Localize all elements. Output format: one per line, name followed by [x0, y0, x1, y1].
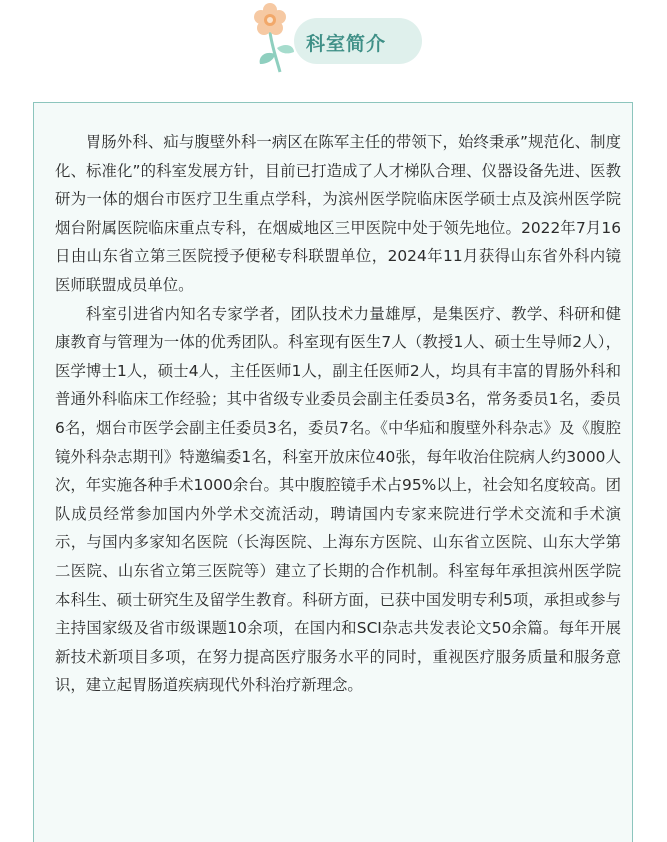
page-title: 科室简介 [306, 33, 387, 55]
article-body [55, 128, 621, 700]
paragraph-intro: 胃肠外科、疝与腹壁外科一病区在陈军主任的带领下，始终秉承”规范化、制度化、标准化”的科室发展方针，目前已打造成了人才梯队合理、仪器设备先进、医教研为一体的烟台市医疗卫生重点学科，为滨州医学院临床医学硕士点及滨州医学院烟台附属医院临床重点专科，在烟威地区三甲医院中处于领先地位。2022年7月16日由山东省立第三医院授予便秘专科联盟单位，2024年11月获得山东省外科内镜医师联盟成员单位。 [55, 133, 621, 294]
section-header [0, 0, 667, 80]
paragraph-team: 科室引进省内知名专家学者，团队技术力量雄厚，是集医疗、教学、科研和健康教育与管理为一体的优秀团队。科室现有医生7人（教授1人、硕士生导师2人），医学博士1人，硕士4人，主任医师1人，副主任医师2人，均具有丰富的胃肠外科和普通外科临床工作经验；其中省级专业委员会副主任委员3名，常务委员1名，委员6名，烟台市医学会副主任委员3名，委员7名。《中华疝和腹壁外科杂志》及《腹腔镜外科杂志期刊》特邀编委1名，科室开放床位40张，每年收治住院病人约3000人次，年实施各种手术1000余台。其中腹腔镜手术占95%以上，社会知名度较高。团队成员经常参加国内外学术交流活动，聘请国内专家来院进行学术交流和手术演示，与国内多家知名医院（长海医院、上海东方医院、山东省立医院、山东大学第二医院、山东省立第三医院等）建立了长期的合作机制。科室每年承担滨州医学院本科生、硕士研究生及留学生教育。科研方面，已获中国发明专利5项，承担或参与主持国家级及省市级课题10余项，在国内和SCI杂志共发表论文50余篇。每年开展新技术新项目多项，在努力提高医疗服务水平的同时，重视医疗服务质量和服务意识，建立起胃肠道疾病现代外科治疗新理念。 [55, 304, 621, 695]
